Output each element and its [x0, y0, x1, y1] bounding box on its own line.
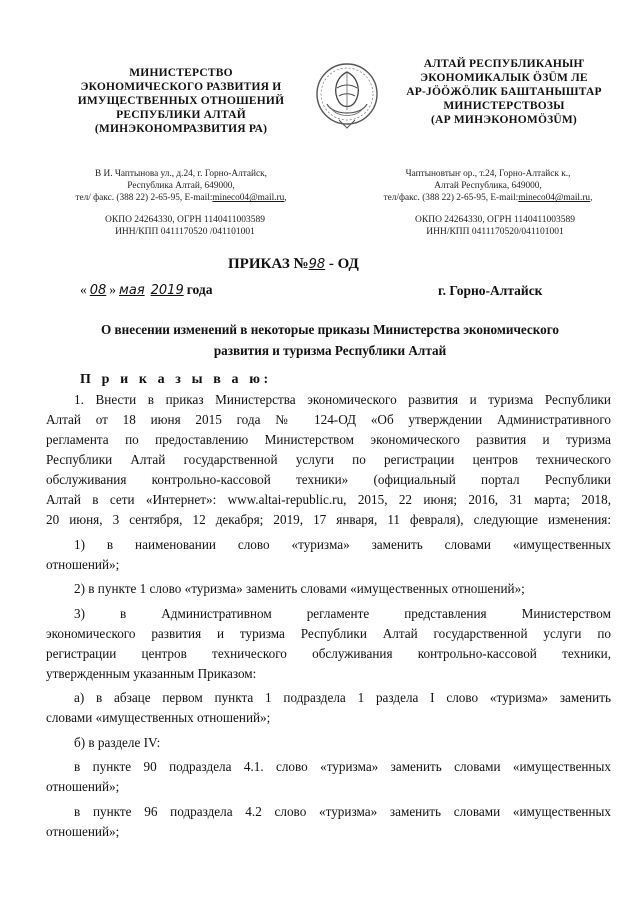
contact-line	[352, 192, 624, 204]
ministry-name-altai	[388, 57, 620, 127]
body-line: 1. Внести в приказ Министерства экономического развития и туризма Республики	[74, 392, 611, 407]
order-title-suffix: - ОД	[328, 256, 359, 272]
email-link[interactable]: mineco04@mail.ru	[518, 193, 591, 204]
order-subject	[60, 319, 600, 361]
body-line: обслуживания контрольно-кассовой техники» (официальный портал Республики	[46, 472, 611, 487]
ministry-name-line: (МИНЭКОНОМРАЗВИТИЯ РА)	[94, 123, 268, 135]
address-line: Республика Алтай, 649000,	[127, 181, 235, 192]
address-altai	[352, 168, 624, 205]
ministry-name-line: ИМУЩЕСТВЕННЫХ ОТНОШЕНИЙ	[77, 95, 285, 107]
address-line: Чаптыновтыҥ ор., т.24, Горно-Алтайск к.,	[405, 169, 571, 179]
okpo-ogrn: ОКПО 24264330, ОГРН 1140411003589	[415, 215, 575, 225]
prikazyvayu-heading: П р и к а з ы в а ю:	[80, 372, 272, 387]
quote-open: «	[80, 282, 87, 297]
ministry-name-line: МИНИСТЕРСТВОЗЫ	[443, 100, 565, 112]
coat-of-arms-emblem-icon	[313, 58, 381, 134]
inn-kpp: ИНН/КПП 0411170520 /041101001	[115, 227, 255, 237]
contact-line	[62, 192, 300, 204]
quote-close: »	[109, 282, 117, 297]
date-year-handwritten: 2019	[150, 283, 184, 298]
body-line: Алтай от 18 июня 2015 года № 124-ОД «Об утверждении Административного	[46, 412, 611, 427]
ministry-name-line: ЭКОНОМИКАЛЫК ÖЗÜМ ЛЕ	[420, 72, 588, 84]
okpo-ogrn: ОКПО 24264330, ОГРН 1140411003589	[105, 215, 265, 225]
body-line: отношений»;	[46, 556, 120, 572]
ministry-name-russian	[62, 66, 300, 136]
body-line: экономического развития и туризма Республики Алтай государственной услуги по	[46, 625, 611, 641]
date-day-handwritten: 08	[89, 283, 107, 298]
body-line: б) в разделе IV:	[74, 734, 161, 750]
punctuation: ,	[590, 193, 593, 204]
ministry-name-line: ЭКОНОМИЧЕСКОГО РАЗВИТИЯ И	[80, 81, 282, 93]
body-line: 2) в пункте 1 слово «туризма» заменить словами «имущественных отношений»;	[74, 581, 525, 596]
address-russian	[62, 168, 300, 205]
body-line: Алтай в сети «Интернет»: www.altai-republic.ru, 2015, 22 июня; 2016, 31 марта; 2018,	[46, 492, 611, 507]
ministry-name-line: АР-JÖÖЖÖЛИК БАШТАНЫШТАР	[406, 86, 602, 98]
body-line: 20 июня, 3 сентября, 12 декабря; 2019, 17 января, 11 февраля), следующие изменения:	[46, 512, 611, 527]
body-line: 3) в Административном регламенте представления Министерством	[74, 605, 611, 621]
city-name: г. Горно-Алтайск	[438, 283, 543, 298]
inn-kpp: ИНН/КПП 0411170520/041101001	[426, 227, 564, 237]
body-line: Республики Алтай государственной услуги по регистрации центров технического	[46, 452, 611, 467]
body-line: в пункте 90 подраздела 4.1. слово «туризма» заменить словами «имущественных	[74, 759, 611, 774]
ministry-name-line: РЕСПУБЛИКИ АЛТАЙ	[116, 109, 246, 121]
body-line: регламента по предоставлению Министерством экономического развития и туризма	[46, 432, 611, 447]
ministry-name-line: АЛТАЙ РЕСПУБЛИКАНЫҤ	[423, 58, 585, 70]
order-body	[46, 390, 611, 842]
order-title	[228, 256, 359, 273]
date-suffix: года	[186, 282, 213, 297]
date-month-handwritten: мая	[119, 283, 145, 298]
order-title-prefix: ПРИКАЗ №	[228, 256, 309, 272]
body-line: отношений»;	[46, 779, 120, 794]
phone-fax: тел/ факс. (388 22) 2-65-95, E-mail:	[75, 193, 213, 204]
registration-codes-left	[70, 214, 300, 238]
phone-fax: тел/факс. (388 22) 2-65-95, E-mail:	[383, 193, 519, 204]
subject-line: О внесении изменений в некоторые приказы Министерства экономического	[100, 322, 560, 337]
body-line: а) в абзаце первом пункта 1 подраздела 1 раздела I слово «туризма» заменить	[74, 690, 611, 705]
order-number-handwritten: 98	[308, 257, 326, 272]
ministry-name-line: МИНИСТЕРСТВО	[129, 67, 233, 79]
body-line: утвержденным указанным Приказом:	[46, 665, 257, 681]
ministry-name-line: (АР МИНЭКОНОМÖЗÜМ)	[431, 114, 577, 126]
punctuation: ,	[284, 193, 287, 204]
body-line: в пункте 96 подраздела 4.2 слово «туризма» заменить словами «имущественных	[74, 803, 611, 819]
address-line: Алтай Республика, 649000,	[434, 181, 542, 192]
order-date	[80, 282, 212, 298]
body-line: словами «имущественных отношений»;	[46, 710, 271, 725]
body-line: отношений»;	[46, 823, 120, 839]
body-line: регистрации центров технического обслуживания контрольно-кассовой техники,	[46, 645, 611, 661]
email-link[interactable]: mineco04@mail.ru	[212, 193, 285, 204]
subject-line: развития и туризма Республики Алтай	[213, 343, 447, 358]
body-line: 1) в наименовании слово «туризма» заменить словами «имущественных	[74, 536, 611, 552]
address-line: В И. Чаптынова ул., д.24, г. Горно-Алтайск,	[95, 169, 267, 179]
registration-codes-right	[380, 214, 610, 238]
